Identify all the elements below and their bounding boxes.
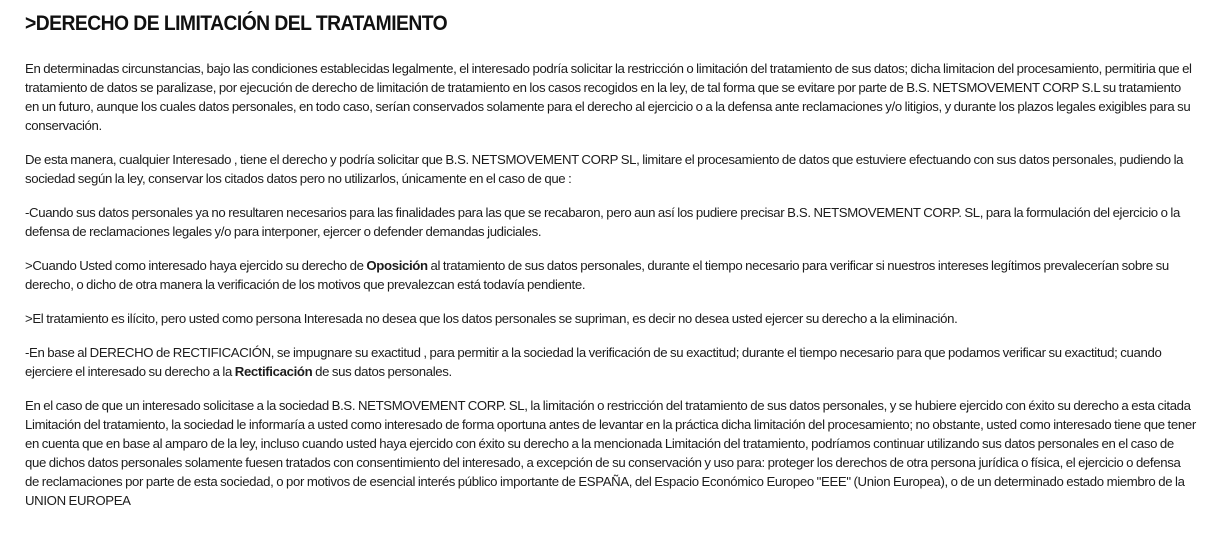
opposition-text-after: al tratamiento de sus datos personales, durante el tiempo necesario para verificar si nuestros intereses legítimos prevalecerían sobre su derecho, o dicho de otra manera la verificación de los motivos que prevalezcan está todavía pendiente. [25,258,1169,292]
rectification-text-after: de sus datos personales. [312,364,452,379]
opposition-term: Oposición [366,258,428,273]
paragraph-intro: En determinadas circunstancias, bajo las condiciones establecidas legalmente, el interesado podría solicitar la restricción o limitación del tratamiento de sus datos; dicha limitacion del procesamiento, permitiria que el tratamiento de datos se paralizase, por ejecución de derecho de limitación de tratamiento en los casos recogidos en la ley, de tal forma que se evitare por parte de B.S. NETSMOVEMENT CORP S.L su tratamiento en un futuro, aunque los cuales datos personales, en todo caso, serían conservados solamente para el derecho al ejercicio o a la defensa ante reclamaciones y/o litigios, y durante los plazos legales exigibles para su conservación. [25,61,1192,133]
paragraph-condition-rectification [25,343,1197,381]
rectification-text-before: -En base al DERECHO de RECTIFICACIÓN, se impugnare su exactitud , para permitir a la sociedad la verificación de su exactitud; durante el tiempo necesario para que podamos verificar su exactitud; cuando ejerciere el interesado su derecho a la [25,345,1162,379]
rectification-term: Rectificación [234,364,313,379]
paragraph-condition-unnecessary-data: -Cuando sus datos personales ya no resultaren necesarios para las finalidades para las que se recabaron, pero aun así los pudiere precisar B.S. NETSMOVEMENT CORP. SL, para la formulación del ejercicio o la defensa de reclamaciones legales y/o para interponer, ejercer o defender demandas judiciales. [25,205,1180,239]
paragraph-lifting-limitation: En el caso de que un interesado solicitase a la sociedad B.S. NETSMOVEMENT CORP. SL, la limitación o restricción del tratamiento de sus datos personales, y se hubiere ejercido con éxito su derecho a esta citada Limitación del tratamiento, la sociedad le informaría a usted como interesado de forma oportuna antes de levantar en la práctica dicha limitación del procesamiento; no obstante, usted como interesado tiene que tener en cuenta que en base al amparo de la ley, incluso cuando usted haya ejercido con éxito su derecho a la mencionada Limitación del tratamiento, podríamos continuar utilizando sus datos personales en el caso de que dichos datos personales solamente fuesen tratados con consentimiento del interesado, a excepción de su conservación y uso para: proteger los derechos de otra persona jurídica o física, el ejercicio o defensa de reclamaciones por parte de esta sociedad, o por motivos de esencial interés público importante de ESPAÑA, del Espacio Económico Europeo "EEE" (Union Europea), o de un determinado estado miembro de la UNION EUROPEA [25,398,1196,508]
opposition-text-before: >Cuando Usted como interesado haya ejercido su derecho de [25,258,367,273]
paragraph-condition-unlawful: >El tratamiento es ilícito, pero usted como persona Interesada no desea que los datos personales se supriman, es decir no desea usted ejercer su derecho a la eliminación. [25,311,958,326]
paragraph-conditions-intro: De esta manera, cualquier Interesado , tiene el derecho y podría solicitar que B.S. NETSMOVEMENT CORP SL, limitare el procesamiento de datos que estuviere efectuando con sus datos personales, pudiendo la sociedad según la ley, conservar los citados datos pero no utilizarlos, únicamente en el caso de que : [25,152,1184,186]
document-page [25,10,1197,525]
page-title: >DERECHO DE LIMITACIÓN DEL TRATAMIENTO [25,12,448,35]
paragraph-condition-opposition [25,256,1197,294]
